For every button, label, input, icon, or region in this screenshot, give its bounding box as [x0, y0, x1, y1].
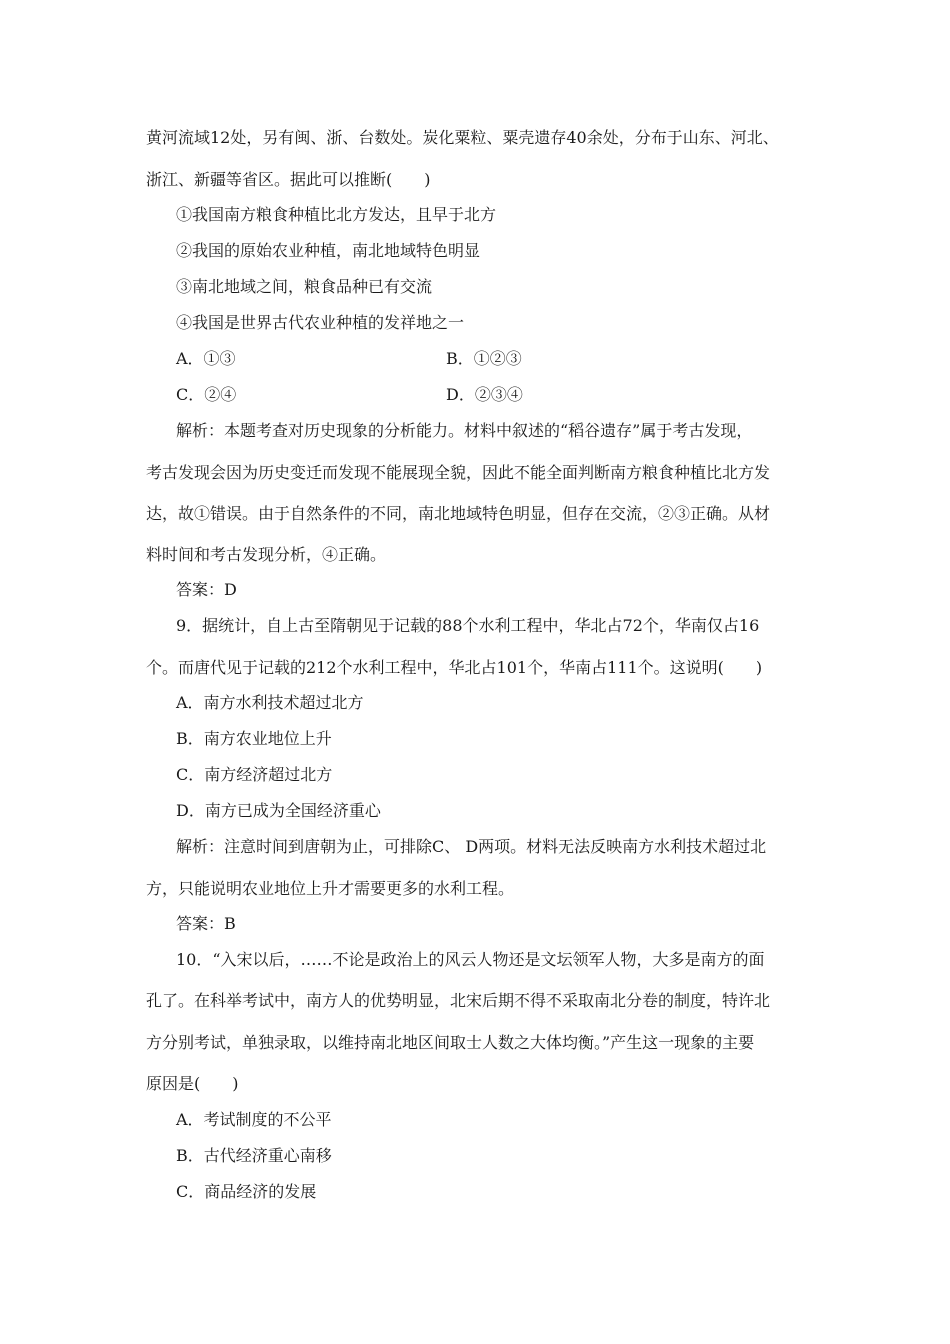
- q8-statement-4: ④我国是世界古代农业种植的发祥地之一: [176, 313, 465, 332]
- q8-statement-2: ②我国的原始农业种植，南北地域特色明显: [176, 241, 481, 260]
- q8-analysis-line-1: 解析：本题考查对历史现象的分析能力。材料中叙述的“稻谷遗存”属于考古发现，: [176, 421, 753, 440]
- q10-stem-line-3: 方分别考试，单独录取，以维持南北地区间取士人数之大体均衡。”产生这一现象的主要: [146, 1033, 755, 1052]
- q8-option-b: B．①②③: [446, 349, 522, 368]
- q10-option-a: A．考试制度的不公平: [176, 1110, 332, 1129]
- q9-option-d: D．南方已成为全国经济重心: [176, 801, 381, 820]
- q8-option-d: D．②③④: [446, 385, 523, 404]
- q8-statement-1: ①我国南方粮食种植比北方发达，且早于北方: [176, 205, 497, 224]
- q10-option-c: C．商品经济的发展: [176, 1182, 317, 1201]
- q10-stem-line-4: 原因是( ): [146, 1074, 239, 1093]
- q8-analysis-line-3: 达，故①错误。由于自然条件的不同，南北地域特色明显，但存在交流，②③正确。从材: [146, 504, 771, 523]
- q8-stem-line-1: 黄河流域12处，另有闽、浙、台数处。炭化粟粒、粟壳遗存40余处，分布于山东、河北、: [146, 128, 779, 147]
- q9-option-b: B．南方农业地位上升: [176, 729, 332, 748]
- q8-analysis-line-4: 料时间和考古发现分析，④正确。: [146, 545, 387, 564]
- q10-stem-line-1: 10．“入宋以后，……不论是政治上的风云人物还是文坛领军人物，大多是南方的面: [176, 950, 765, 969]
- q8-stem-line-2: 浙江、新疆等省区。据此可以推断( ): [146, 170, 431, 189]
- q9-option-c: C．南方经济超过北方: [176, 765, 333, 784]
- q9-option-a: A．南方水利技术超过北方: [176, 693, 364, 712]
- q9-stem-line-1: 9．据统计，自上古至隋朝见于记载的88个水利工程中，华北占72个，华南仅占16: [176, 616, 760, 635]
- q8-answer: 答案：D: [176, 580, 237, 599]
- q10-option-b: B．古代经济重心南移: [176, 1146, 332, 1165]
- q10-stem-line-2: 孔了。在科举考试中，南方人的优势明显，北宋后期不得不采取南北分卷的制度，特许北: [146, 991, 771, 1010]
- q9-analysis-line-2: 方，只能说明农业地位上升才需要更多的水利工程。: [146, 879, 515, 898]
- q8-analysis-line-2: 考古发现会因为历史变迁而发现不能展现全貌，因此不能全面判断南方粮食种植比北方发: [146, 463, 771, 482]
- q8-option-c: C．②④: [176, 385, 237, 404]
- q8-statement-3: ③南北地域之间，粮食品种已有交流: [176, 277, 433, 296]
- q9-stem-line-2: 个。而唐代见于记载的212个水利工程中，华北占101个，华南占111个。这说明( ): [146, 658, 763, 677]
- q8-option-a: A．①③: [176, 349, 236, 368]
- q9-answer: 答案：B: [176, 914, 236, 933]
- q9-analysis-line-1: 解析：注意时间到唐朝为止，可排除C、 D两项。材料无法反映南方水利技术超过北: [176, 837, 767, 856]
